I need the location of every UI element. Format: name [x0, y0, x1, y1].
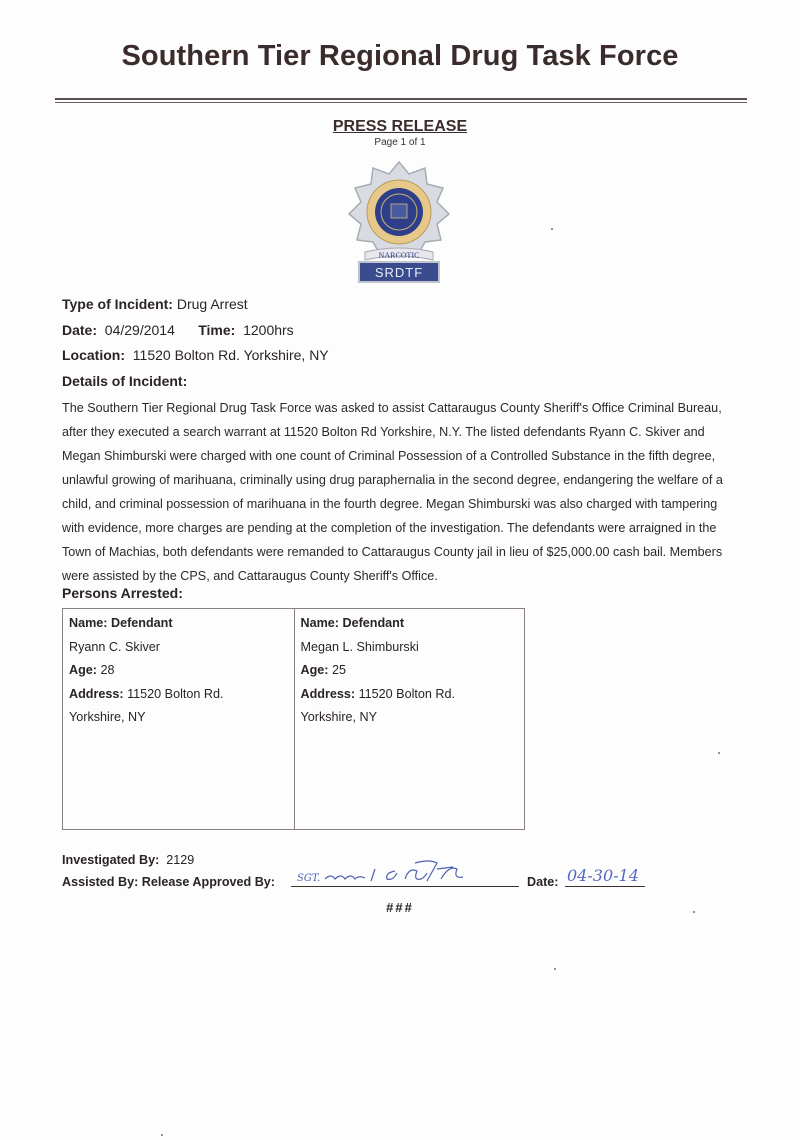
- location-value: 11520 Bolton Rd. Yorkshire, NY: [132, 347, 329, 363]
- defendant-card: [294, 609, 525, 829]
- defendant-address-line1: 11520 Bolton Rd.: [127, 686, 224, 701]
- persons-arrested-heading: Persons Arrested:: [62, 585, 183, 601]
- incident-type-value: Drug Arrest: [176, 296, 248, 312]
- defendant-age: 25: [332, 663, 347, 677]
- page-indicator: Page 1 of 1: [374, 137, 426, 148]
- defendant-age-label: Age:: [300, 663, 329, 677]
- approval-date-value: 04-30-14: [565, 866, 645, 887]
- approval-date-label: Date:: [527, 875, 559, 889]
- defendant-card: [63, 609, 294, 829]
- header-divider-thin: [55, 102, 747, 103]
- incident-type-row: [62, 296, 248, 312]
- incident-type-label: Type of Incident:: [62, 296, 173, 312]
- investigated-by-value: 2129: [166, 853, 195, 867]
- scan-speck: [693, 911, 695, 913]
- time-value: 1200hrs: [243, 322, 294, 338]
- signature-field: [291, 865, 519, 887]
- persons-table: [62, 608, 525, 830]
- organization-title: Southern Tier Regional Drug Task Force: [121, 40, 679, 72]
- defendant-age-label: Age:: [69, 663, 97, 677]
- scan-speck: [161, 1134, 163, 1136]
- badge-top-text: NARCOTIC: [378, 251, 420, 260]
- defendant-address-label: Address:: [69, 686, 124, 701]
- defendant-address-line2: Yorkshire, NY: [300, 710, 378, 724]
- defendant-age: 28: [100, 663, 115, 677]
- defendant-address-label: Address:: [300, 686, 356, 701]
- defendant-name: Megan L. Shimburski: [300, 639, 419, 654]
- date-label: Date:: [62, 322, 98, 338]
- defendant-address-line2: Yorkshire, NY: [69, 710, 146, 724]
- date-value: 04/29/2014: [104, 322, 175, 338]
- location-row: [62, 347, 329, 363]
- defendant-name-label: Name: Defendant: [300, 616, 405, 630]
- defendant-name: Ryann C. Skiver: [69, 639, 160, 654]
- details-label: Details of Incident:: [62, 373, 188, 389]
- scan-speck: [554, 968, 556, 970]
- defendant-name-label: Name: Defendant: [69, 616, 173, 630]
- investigated-by-row: [62, 853, 194, 867]
- incident-datetime-row: [62, 322, 294, 338]
- signature-icon: [291, 859, 519, 887]
- signature-prefix: SGT.: [297, 873, 321, 884]
- scan-speck: [551, 228, 553, 230]
- scan-speck: [718, 752, 720, 754]
- investigated-by-label: Investigated By:: [62, 853, 160, 867]
- location-label: Location:: [62, 347, 125, 363]
- approved-by-label: Assisted By: Release Approved By:: [62, 875, 275, 889]
- incident-details-text: The Southern Tier Regional Drug Task Force was asked to assist Cattaraugus County Sheriff's Office Criminal Bureau, after they executed a search warrant at 11520 Bolton Rd Yorkshire, N.Y. The listed defendants Ryann C. Skiver and Megan Shimburski were charged with one count of Criminal Possession of a Controlled Substance in the fifth degree, unlawful growing of marihuana, criminally using drug paraphernalia in the second degree, endangering the welfare of a child, and criminal possession of marihuana in the fourth degree. Megan Shimburski was also charged with tampering with evidence, more charges are pending at the completion of the investigation. The defendants were arraigned in the Town of Machias, both defendants were remanded to Cattaraugus County jail in lieu of $25,000.00 cash bail. Members were assisted by the CPS, and Cattaraugus County Sheriff's Office.: [62, 401, 723, 583]
- end-marker: ###: [386, 900, 414, 915]
- defendant-address-line1: 11520 Bolton Rd.: [358, 686, 455, 701]
- document-type-heading: PRESS RELEASE: [332, 118, 468, 135]
- details-heading: [62, 373, 187, 389]
- time-label: Time:: [198, 322, 236, 338]
- badge-icon: [347, 160, 451, 285]
- header-divider: [55, 98, 747, 100]
- badge-bottom-text: SRDTF: [374, 265, 424, 280]
